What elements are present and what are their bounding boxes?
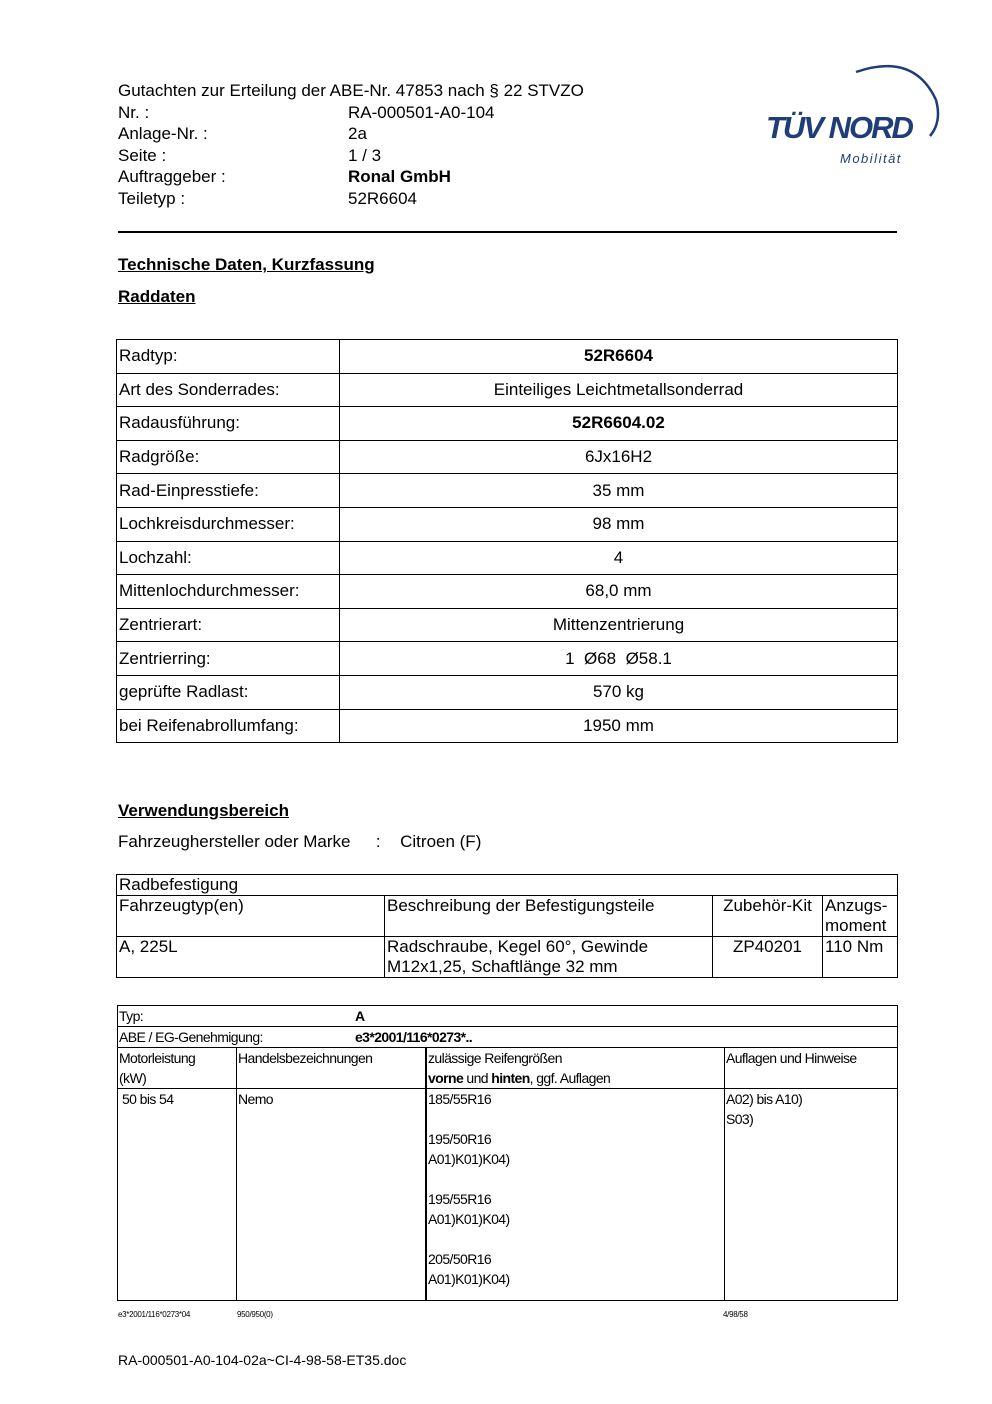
table-row <box>117 642 898 676</box>
cell-trade-name: Nemo <box>237 1089 427 1301</box>
table-row <box>117 608 898 642</box>
table-row <box>118 1006 898 1027</box>
header-row-seite <box>118 145 584 167</box>
table-row <box>117 937 898 978</box>
tyre-notes: A01)K01)K04) <box>428 1211 510 1227</box>
abe-value: e3*2001/116*0273*.. <box>355 1029 473 1045</box>
usage-title: Verwendungsbereich <box>118 801 289 820</box>
manufacturer-separator: : <box>375 832 381 851</box>
cell-kit: ZP40201 <box>713 937 823 978</box>
logo-brand: TÜV NORD <box>766 110 912 145</box>
row-value: 570 kg <box>340 675 898 709</box>
header-text: , ggf. Auflagen <box>529 1070 611 1086</box>
section-subtitle: Raddaten <box>118 287 196 306</box>
header-line: Motorleistung <box>119 1050 196 1066</box>
row-label: geprüfte Radlast: <box>117 675 340 709</box>
description-line: Radschraube, Kegel 60°, Gewinde <box>387 937 649 956</box>
typ-row <box>118 1006 898 1027</box>
header-label: Auftraggeber : <box>118 167 226 186</box>
row-label: Zentrierart: <box>117 608 340 642</box>
row-label: Radtyp: <box>117 340 340 374</box>
row-value: 52R6604 <box>340 340 898 374</box>
row-value: 52R6604.02 <box>340 407 898 441</box>
header-bold: hinten <box>491 1070 530 1086</box>
row-value: 1 Ø68 Ø58.1 <box>340 642 898 676</box>
header-divider <box>118 231 897 233</box>
row-label: Radgröße: <box>117 440 340 474</box>
footer-ref-code: 4/98/58 <box>723 1310 748 1319</box>
tyre-notes: A01)K01)K04) <box>428 1271 510 1287</box>
header-tyres <box>426 1048 725 1089</box>
header-power <box>118 1048 237 1089</box>
table-row <box>117 675 898 709</box>
vehicle-manufacturer-line <box>118 832 481 852</box>
header-row-anlage <box>118 123 584 145</box>
header-vehicle-types: Fahrzeugtyp(en) <box>117 896 385 937</box>
header-line: zulässige Reifengrößen <box>428 1050 562 1066</box>
header-label: Seite : <box>118 145 167 165</box>
cell-torque: 110 Nm <box>823 937 898 978</box>
table-row <box>117 340 898 374</box>
typ-value: A <box>355 1008 365 1024</box>
manufacturer-value: Citroen (F) <box>400 832 482 851</box>
wheel-data-table <box>116 339 898 743</box>
table-row <box>117 875 898 896</box>
row-value: 35 mm <box>340 474 898 508</box>
table-row <box>118 1048 898 1089</box>
row-value: 1950 mm <box>340 709 898 743</box>
table-row <box>117 440 898 474</box>
row-value: 6Jx16H2 <box>340 440 898 474</box>
header-bold: vorne <box>428 1070 464 1086</box>
document-filename: RA-000501-A0-104-02a~CI-4-98-58-ET35.doc <box>118 1352 407 1368</box>
row-label: Lochzahl: <box>117 541 340 575</box>
tyre-size: 195/50R16 <box>428 1131 492 1147</box>
description-line: M12x1,25, Schaftlänge 32 mm <box>387 957 618 976</box>
header-value: 2a <box>348 124 367 143</box>
remark: A02) bis A10) <box>726 1091 803 1107</box>
header-row-auftraggeber <box>118 166 584 188</box>
cell-tyres <box>426 1089 725 1301</box>
table-row <box>117 474 898 508</box>
table-row <box>117 575 898 609</box>
tyre-size: 205/50R16 <box>428 1251 492 1267</box>
header-description: Beschreibung der Befestigungsteile <box>385 896 713 937</box>
header-text: und <box>463 1070 492 1086</box>
header-label: Nr. : <box>118 102 150 122</box>
row-value: Mittenzentrierung <box>340 608 898 642</box>
table-row <box>117 507 898 541</box>
row-label: bei Reifenabrollumfang: <box>117 709 340 743</box>
table-row <box>117 541 898 575</box>
header-label: Anlage-Nr. : <box>118 124 208 143</box>
header-value: Ronal GmbH <box>348 167 451 186</box>
header-notes: Auflagen und Hinweise <box>725 1048 898 1089</box>
row-value: 68,0 mm <box>340 575 898 609</box>
header-kit: Zubehör-Kit <box>713 896 823 937</box>
type-approval-table <box>117 1005 898 1301</box>
header-value: 52R6604 <box>348 188 418 208</box>
cell-power: 50 bis 54 <box>118 1089 237 1301</box>
header-value: 1 / 3 <box>348 145 382 165</box>
table-row <box>117 896 898 937</box>
report-title: Gutachten zur Erteilung der ABE-Nr. 47853 nach § 22 STVZO <box>118 81 584 100</box>
cell-vehicle-types: A, 225L <box>117 937 385 978</box>
footer-load-code: 950/950(0) <box>237 1310 273 1319</box>
footer-approval-code: e3*2001/116*0273*04 <box>118 1310 191 1319</box>
mounting-title: Radbefestigung <box>117 875 898 896</box>
section-title: Technische Daten, Kurzfassung <box>118 255 375 274</box>
cell-remarks <box>725 1089 898 1301</box>
manufacturer-label: Fahrzeughersteller oder Marke <box>118 832 351 851</box>
tuev-nord-logo <box>764 60 944 170</box>
abe-label: ABE / EG-Genehmigung: <box>119 1029 263 1045</box>
header-label: Teiletyp : <box>118 188 186 208</box>
row-value: 4 <box>340 541 898 575</box>
tyre-notes: A01)K01)K04) <box>428 1151 510 1167</box>
table-row <box>117 407 898 441</box>
logo-subtitle: Mobilität <box>840 151 902 166</box>
tyre-size: 195/55R16 <box>428 1191 492 1207</box>
typ-label: Typ: <box>119 1008 144 1024</box>
header-trade-names: Handelsbezeichnungen <box>237 1048 427 1089</box>
mounting-table <box>116 874 898 978</box>
row-label: Mittenlochdurchmesser: <box>117 575 340 609</box>
remark: S03) <box>726 1111 754 1127</box>
header-torque: Anzugs-moment <box>823 896 898 937</box>
row-label: Lochkreisdurchmesser: <box>117 507 340 541</box>
table-row <box>118 1089 898 1301</box>
header-row-teiletyp <box>118 188 584 210</box>
table-row <box>117 373 898 407</box>
row-label: Rad-Einpresstiefe: <box>117 474 340 508</box>
table-row <box>117 709 898 743</box>
table-row <box>118 1027 898 1048</box>
header-line: (kW) <box>119 1070 147 1086</box>
row-label: Art des Sonderrades: <box>117 373 340 407</box>
tyre-size: 185/55R16 <box>428 1091 492 1107</box>
document-header <box>118 80 584 209</box>
header-value: RA-000501-A0-104 <box>348 102 495 122</box>
cell-description <box>385 937 713 978</box>
row-value: Einteiliges Leichtmetallsonderrad <box>340 373 898 407</box>
abe-row <box>118 1027 898 1048</box>
row-label: Radausführung: <box>117 407 340 441</box>
header-row-nr <box>118 102 584 124</box>
row-value: 98 mm <box>340 507 898 541</box>
header-line <box>428 1068 723 1088</box>
row-label: Zentrierring: <box>117 642 340 676</box>
